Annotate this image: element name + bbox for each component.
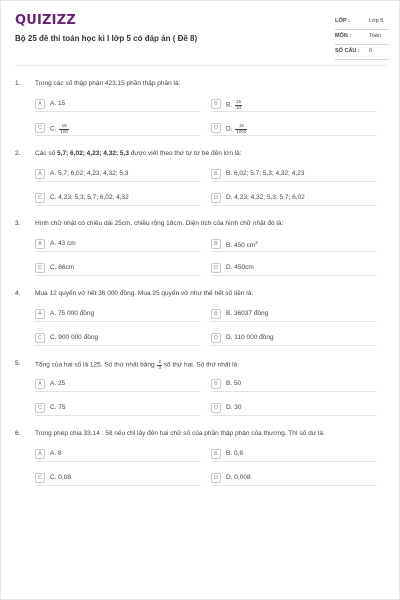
option-letter: A [35,99,45,109]
option-b[interactable] [211,378,377,392]
option-letter: A [35,379,45,389]
worksheet-meta [335,15,389,60]
option-text: D. 110 000 đồng [226,334,274,341]
fraction: $\frac{2}{3}$ [158,359,161,370]
option-c[interactable] [35,402,201,416]
option-text: C. 0,08 [50,474,71,481]
option-text: A. 8 [50,450,62,457]
option-text: A. 15 [50,100,66,107]
option-letter: A [35,309,45,319]
question-number: 4. [15,290,21,297]
option-c[interactable] [35,262,201,276]
option-a[interactable] [35,238,201,252]
option-letter: B [211,239,221,249]
question-number: 1. [15,80,21,87]
option-letter: D [211,403,221,413]
option-text: A. 5,7; 6,02; 4,23; 4,32; 5,3 [50,170,129,177]
option-a[interactable] [35,378,201,392]
option-letter: A [35,239,45,249]
worksheet-title: Bộ 25 đề thi toán học kì I lớp 5 có đáp án ( Đề 8) [15,34,198,43]
option-letter: C [35,123,45,133]
quizizz-logo: QUIZIZZ [15,13,76,28]
meta-value: Lớp 5 [369,18,384,24]
meta-row-class [335,15,389,30]
option-letter: B [211,99,221,109]
option-letter: D [211,333,221,343]
option-c[interactable] [35,122,201,136]
option-d[interactable] [211,332,377,346]
option-d[interactable] [211,472,377,486]
option-letter: C [35,473,45,483]
option-c[interactable] [35,472,201,486]
option-letter: A [35,169,45,179]
option-text: C. 900 000 đồng [50,334,99,341]
fraction: $\frac{15}{100}$ [60,123,68,134]
option-text: B. $\frac{15}{10}$ [226,99,241,110]
meta-key: MÔN : [335,33,352,39]
option-text: B. 450 $cm^2$ [226,240,258,250]
option-letter: B [211,379,221,389]
option-letter: C [35,333,45,343]
option-text: D. 30 [226,404,242,411]
fraction: $\frac{15}{1000}$ [236,123,247,134]
meta-row-subject [335,30,389,45]
option-a[interactable] [35,98,201,112]
question-number: 6. [15,430,21,437]
option-text: A. 25 [50,380,66,387]
highlighted-numbers: 5,7; 6,02; 4,23; 4,32; 5,3 [57,150,129,157]
option-d[interactable] [211,192,377,206]
question-number: 2. [15,150,21,157]
option-text: B. 36037 đồng [226,310,269,317]
option-text: C. 4,23; 5,3; 5,7; 6,02; 4,32 [50,194,129,201]
option-text: D. 4,23; 4,32; 5,3; 5,7; 6,02 [226,194,305,201]
option-a[interactable] [35,168,201,182]
header-divider [15,65,387,66]
option-b[interactable] [211,238,377,252]
question-text: Các số 5,7; 6,02; 4,23; 4,32; 5,3 được viết theo thứ tự từ bé đến lớn là: [35,150,242,157]
meta-key: LỚP : [335,18,350,24]
option-text: C. 75 [50,404,66,411]
option-b[interactable] [211,308,377,322]
option-c[interactable] [35,332,201,346]
option-d[interactable] [211,122,377,136]
option-b[interactable] [211,98,377,112]
question-number: 3. [15,220,21,227]
option-d[interactable] [211,262,377,276]
meta-key: SỐ CÂU : [335,48,360,54]
option-letter: C [35,403,45,413]
option-letter: D [211,473,221,483]
option-text: B. 0,8 [226,450,243,457]
question-text: Mua 12 quyển vở hết 36 000 đồng. Mua 25 quyển vở như thế hết số tiền là: [35,290,254,297]
option-letter: A [35,449,45,459]
option-b[interactable] [211,168,377,182]
option-text: D. 0,008 [226,474,251,481]
option-text: D. 450cm [226,264,254,271]
meta-value: 6 [369,48,373,54]
question-text: Tổng của hai số là 125. Số thứ nhất bằng $\frac{2}{3}$ số thứ hai. Số thứ nhất là: [35,359,239,370]
option-letter: C [35,193,45,203]
option-text: C. 86cm [50,264,75,271]
option-text: D. $\frac{15}{1000}$ [226,123,247,134]
option-text: B. 6,02; 5,7; 5,3; 4,32; 4,23 [226,170,305,177]
option-text: A. 43 cm [50,240,76,247]
question-text: Trong phép chia 33,14 : 58 nếu chỉ lấy đến hai chữ số của phần thập phân của thương. Thì số dư là: [35,430,325,437]
option-letter: C [35,263,45,273]
question-text: Trong các số thập phân 423,15 phần thập phân là: [35,80,181,87]
option-a[interactable] [35,448,201,462]
meta-value: Toán [369,33,381,39]
question-text: Hình chữ nhật có chiều dài 25cm, chiều rộng 18cm. Diện tích của hình chữ nhật đó là: [35,220,284,227]
option-letter: B [211,309,221,319]
option-text: C. $\frac{15}{100}$ [50,123,68,134]
option-letter: B [211,169,221,179]
meta-row-question-count [335,45,389,60]
option-a[interactable] [35,308,201,322]
option-text: B. 50 [226,380,242,387]
option-text: A. 75 000 đồng [50,310,95,317]
option-b[interactable] [211,448,377,462]
option-letter: D [211,263,221,273]
option-d[interactable] [211,402,377,416]
fraction: $\frac{15}{10}$ [235,99,241,110]
option-letter: D [211,193,221,203]
option-letter: D [211,123,221,133]
option-letter: B [211,449,221,459]
option-c[interactable] [35,192,201,206]
question-number: 5. [15,360,21,367]
